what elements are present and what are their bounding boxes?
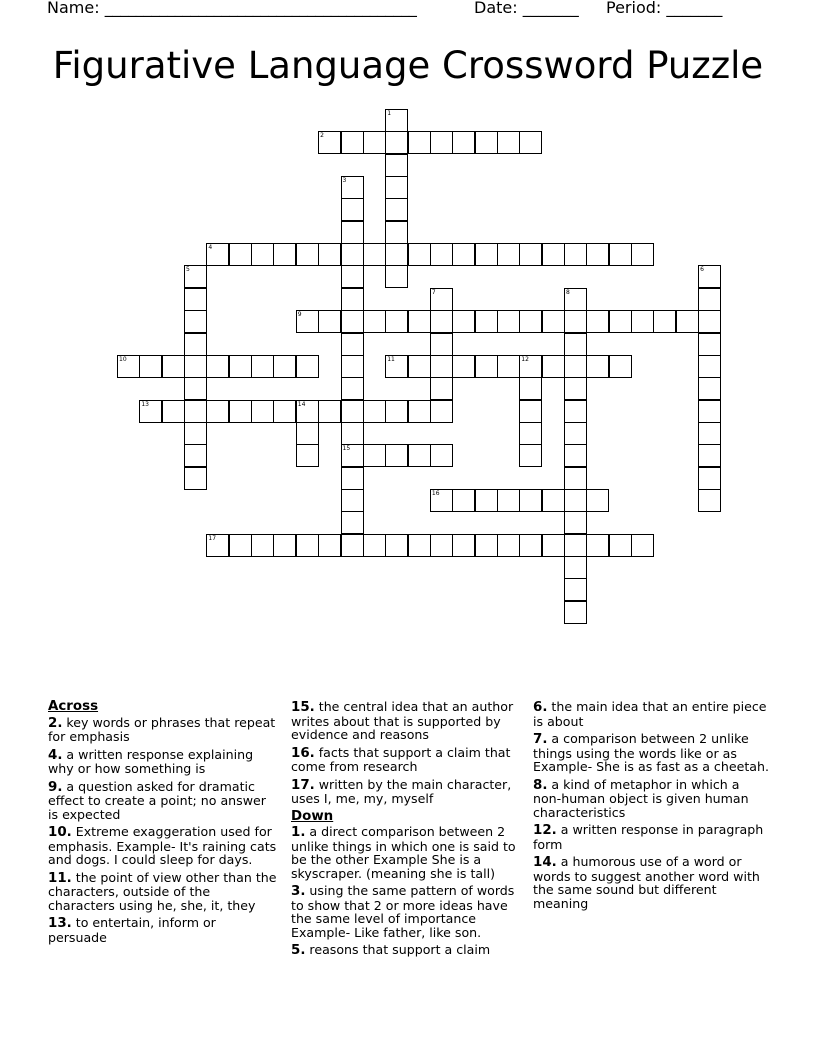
grid-cell[interactable] — [273, 243, 296, 266]
grid-cell[interactable] — [408, 310, 431, 333]
grid-cell[interactable] — [296, 444, 319, 467]
cell-number: 5 — [186, 266, 190, 274]
clue-text: written by the main character, uses I, me, my, myself — [291, 776, 512, 806]
grid-cell[interactable] — [296, 422, 319, 445]
grid-cell[interactable] — [698, 422, 721, 445]
clue-number: 4. — [48, 747, 63, 763]
cell-number: 2 — [320, 132, 324, 140]
grid-cell[interactable] — [408, 355, 431, 378]
grid-cell[interactable] — [363, 131, 386, 154]
grid-cell[interactable] — [631, 534, 654, 557]
clue-across-11 — [48, 871, 278, 913]
grid-cell[interactable] — [564, 534, 587, 557]
grid-cell[interactable] — [162, 400, 185, 423]
grid-cell[interactable] — [609, 355, 632, 378]
grid-cell[interactable] — [564, 578, 587, 601]
grid-cell[interactable] — [341, 265, 364, 288]
grid-cell[interactable] — [631, 310, 654, 333]
grid-cell[interactable] — [385, 243, 408, 266]
clue-text: Extreme exaggeration used for emphasis. Example- It's raining cats and dogs. I could sleep for days. — [48, 824, 277, 867]
grid-cell[interactable] — [452, 355, 475, 378]
grid-cell[interactable] — [564, 288, 587, 311]
clue-number: 14. — [533, 855, 557, 870]
grid-cell[interactable] — [475, 243, 498, 266]
cell-number: 6 — [700, 266, 704, 274]
clue-text: to entertain, inform or persuade — [48, 915, 216, 945]
grid-cell[interactable] — [698, 377, 721, 400]
down-heading: Down — [291, 808, 334, 824]
grid-cell[interactable] — [564, 333, 587, 356]
clue-number: 8. — [533, 777, 548, 793]
grid-cell[interactable] — [184, 444, 207, 467]
clue-number: 6. — [533, 700, 548, 715]
grid-cell[interactable] — [162, 355, 185, 378]
clue-column-2 — [291, 700, 521, 962]
grid-cell[interactable] — [385, 400, 408, 423]
clue-text: the central idea that an author writes about that is supported by evidence and reasons — [291, 699, 514, 742]
grid-cell[interactable] — [475, 534, 498, 557]
grid-cell[interactable] — [430, 489, 453, 512]
grid-cell[interactable] — [475, 355, 498, 378]
grid-cell[interactable] — [698, 265, 721, 288]
cell-number: 16 — [431, 489, 440, 497]
cell-number: 14 — [297, 400, 306, 408]
grid-cell[interactable] — [519, 400, 542, 423]
clue-text: a kind of metaphor in which a non-human object is given human characteristics — [533, 776, 749, 820]
grid-cell[interactable] — [519, 355, 542, 378]
grid-cell[interactable] — [363, 534, 386, 557]
clue-across-15 — [291, 700, 521, 742]
grid-cell[interactable] — [452, 310, 475, 333]
grid-cell[interactable] — [385, 221, 408, 244]
grid-cell[interactable] — [452, 131, 475, 154]
period-label: Period: — [606, 0, 662, 17]
grid-cell[interactable] — [184, 355, 207, 378]
grid-cell[interactable] — [385, 176, 408, 199]
grid-cell[interactable] — [341, 400, 364, 423]
grid-cell[interactable] — [251, 534, 274, 557]
grid-cell[interactable] — [341, 198, 364, 221]
grid-cell[interactable] — [542, 489, 565, 512]
grid-cell[interactable] — [229, 355, 252, 378]
cell-number: 13 — [141, 400, 149, 408]
grid-cell[interactable] — [430, 444, 453, 467]
grid-cell[interactable] — [296, 534, 319, 557]
across-heading: Across — [48, 699, 99, 714]
cell-number: 10 — [119, 355, 127, 363]
grid-cell[interactable] — [341, 467, 364, 490]
clue-number: 15. — [291, 700, 315, 715]
grid-cell[interactable] — [296, 310, 319, 333]
grid-cell[interactable] — [385, 154, 408, 177]
clue-number: 7. — [533, 732, 548, 747]
grid-cell[interactable] — [519, 444, 542, 467]
grid-cell[interactable] — [184, 467, 207, 490]
grid-cell[interactable] — [341, 221, 364, 244]
clue-column-3 — [533, 700, 769, 914]
grid-cell[interactable] — [564, 601, 587, 624]
grid-cell[interactable] — [363, 400, 386, 423]
clue-text: a question asked for dramatic effect to create a point; no answer is expected — [48, 778, 266, 822]
grid-cell[interactable] — [475, 131, 498, 154]
grid-cell[interactable] — [273, 534, 296, 557]
grid-cell[interactable] — [385, 534, 408, 557]
grid-cell[interactable] — [430, 288, 453, 311]
clue-number: 16. — [291, 745, 315, 761]
page-title: Figurative Language Crossword Puzzle — [52, 44, 764, 87]
cell-number: 7 — [431, 288, 436, 296]
grid-cell[interactable] — [251, 400, 274, 423]
grid-cell[interactable] — [296, 243, 319, 266]
grid-cell[interactable] — [408, 444, 431, 467]
grid-cell[interactable] — [564, 467, 587, 490]
clue-down-5 — [291, 943, 521, 958]
grid-cell[interactable] — [408, 534, 431, 557]
grid-cell[interactable] — [631, 243, 654, 266]
grid-cell[interactable] — [653, 310, 676, 333]
grid-cell[interactable] — [385, 310, 408, 333]
grid-cell[interactable] — [609, 534, 632, 557]
clue-number: 1. — [291, 825, 306, 840]
grid-cell[interactable] — [676, 310, 699, 333]
grid-cell[interactable] — [206, 534, 229, 557]
cell-number: 1 — [387, 110, 392, 117]
grid-cell[interactable] — [341, 422, 364, 445]
clue-across-9 — [48, 780, 278, 822]
grid-cell[interactable] — [341, 131, 364, 154]
grid-cell[interactable] — [497, 355, 520, 378]
grid-cell[interactable] — [564, 377, 587, 400]
grid-cell[interactable] — [206, 400, 229, 423]
grid-cell[interactable] — [341, 288, 364, 311]
grid-cell[interactable] — [542, 310, 565, 333]
grid-cell[interactable] — [385, 131, 408, 154]
grid-cell[interactable] — [430, 534, 453, 557]
grid-cell[interactable] — [542, 534, 565, 557]
clue-across-10 — [48, 825, 278, 867]
grid-cell[interactable] — [475, 489, 498, 512]
grid-cell[interactable] — [497, 534, 520, 557]
grid-cell[interactable] — [698, 310, 721, 333]
clue-across-16 — [291, 746, 521, 774]
clue-text: a direct comparison between 2 unlike things in which one is said to be the other Example She is a skyscraper. (meaning she is tall) — [291, 824, 516, 881]
grid-cell[interactable] — [497, 310, 520, 333]
grid-cell[interactable] — [430, 243, 453, 266]
grid-cell[interactable] — [318, 310, 341, 333]
cell-number: 12 — [521, 355, 529, 363]
clue-down-6 — [533, 700, 769, 728]
clue-down-12 — [533, 823, 769, 851]
clue-text: a comparison between 2 unlike things using the words like or as Example- She is as fast as a cheetah. — [533, 731, 769, 774]
grid-cell[interactable] — [206, 355, 229, 378]
grid-cell[interactable] — [430, 333, 453, 356]
clue-number: 5. — [291, 943, 306, 958]
grid-cell[interactable] — [475, 310, 498, 333]
grid-cell[interactable] — [273, 400, 296, 423]
cell-number: 11 — [387, 355, 395, 363]
grid-cell[interactable] — [698, 288, 721, 311]
grid-cell[interactable] — [341, 489, 364, 512]
cell-number: 8 — [566, 288, 570, 296]
grid-cell[interactable] — [318, 243, 341, 266]
clue-text: a written response in paragraph form — [533, 822, 764, 852]
grid-cell[interactable] — [430, 377, 453, 400]
clue-down-14 — [533, 855, 769, 910]
grid-cell[interactable] — [564, 355, 587, 378]
grid-cell[interactable] — [363, 444, 386, 467]
grid-cell[interactable] — [452, 534, 475, 557]
grid-cell[interactable] — [385, 355, 408, 378]
clue-text: a written response explaining why or how something is — [48, 746, 254, 776]
grid-cell[interactable] — [519, 377, 542, 400]
clue-text: reasons that support a claim — [309, 942, 491, 957]
cell-number: 17 — [208, 534, 217, 542]
grid-cell[interactable] — [519, 131, 542, 154]
clue-number: 9. — [48, 779, 63, 795]
clue-down-8 — [533, 778, 769, 820]
date-blank[interactable]: _______ — [522, 0, 579, 17]
clue-text: a humorous use of a word or words to suggest another word with the same sound but different meaning — [533, 854, 760, 911]
grid-cell[interactable] — [698, 467, 721, 490]
grid-cell[interactable] — [408, 243, 431, 266]
grid-cell[interactable] — [430, 131, 453, 154]
grid-cell[interactable] — [296, 400, 319, 423]
grid-cell[interactable] — [564, 511, 587, 534]
clue-text: facts that support a claim that come from research — [291, 744, 511, 774]
grid-cell[interactable] — [430, 355, 453, 378]
clue-down-3 — [291, 884, 521, 939]
grid-cell[interactable] — [296, 355, 319, 378]
clue-text: key words or phrases that repeat for emphasis — [48, 714, 276, 744]
grid-cell[interactable] — [184, 288, 207, 311]
grid-cell[interactable] — [318, 131, 341, 154]
grid-cell[interactable] — [229, 243, 252, 266]
cell-number: 15 — [342, 445, 351, 453]
grid-cell[interactable] — [698, 489, 721, 512]
grid-cell[interactable] — [497, 489, 520, 512]
grid-cell[interactable] — [564, 489, 587, 512]
grid-cell[interactable] — [385, 109, 408, 132]
grid-cell[interactable] — [341, 355, 364, 378]
date-label: Date: — [474, 0, 518, 17]
grid-cell[interactable] — [341, 511, 364, 534]
grid-cell[interactable] — [497, 131, 520, 154]
grid-cell[interactable] — [139, 400, 162, 423]
grid-cell[interactable] — [363, 310, 386, 333]
grid-cell[interactable] — [564, 310, 587, 333]
grid-cell[interactable] — [609, 310, 632, 333]
grid-cell[interactable] — [564, 243, 587, 266]
grid-cell[interactable] — [117, 355, 140, 378]
grid-cell[interactable] — [408, 131, 431, 154]
grid-cell[interactable] — [586, 310, 609, 333]
grid-cell[interactable] — [341, 176, 364, 199]
grid-cell[interactable] — [542, 355, 565, 378]
grid-cell[interactable] — [698, 333, 721, 356]
grid-cell[interactable] — [586, 243, 609, 266]
clue-down-7 — [533, 732, 769, 774]
grid-cell[interactable] — [273, 355, 296, 378]
grid-cell[interactable] — [698, 355, 721, 378]
grid-cell[interactable] — [341, 243, 364, 266]
grid-cell[interactable] — [184, 265, 207, 288]
cell-number: 4 — [208, 244, 213, 252]
clue-across-13 — [48, 916, 278, 944]
grid-cell[interactable] — [430, 310, 453, 333]
grid-cell[interactable] — [385, 198, 408, 221]
grid-cell[interactable] — [229, 400, 252, 423]
grid-cell[interactable] — [318, 400, 341, 423]
grid-cell[interactable] — [229, 534, 252, 557]
clue-text: using the same pattern of words to show that 2 or more ideas have the same level of importance Example- Like father, like son. — [291, 883, 515, 940]
grid-cell[interactable] — [519, 422, 542, 445]
clue-text: the main idea that an entire piece is about — [533, 699, 767, 729]
clue-number: 11. — [48, 870, 72, 886]
grid-cell[interactable] — [184, 422, 207, 445]
name-blank[interactable]: ________________________________________ — [104, 0, 417, 17]
grid-cell[interactable] — [251, 355, 274, 378]
clue-column-1 — [48, 700, 278, 948]
clue-across-2 — [48, 716, 278, 744]
clue-across-4 — [48, 748, 278, 776]
clue-number: 12. — [533, 823, 557, 838]
clue-down-1 — [291, 825, 521, 880]
name-label: Name: — [47, 0, 100, 17]
grid-cell[interactable] — [564, 400, 587, 423]
clue-number: 17. — [291, 777, 315, 793]
grid-cell[interactable] — [519, 534, 542, 557]
grid-cell[interactable] — [452, 489, 475, 512]
grid-cell[interactable] — [184, 310, 207, 333]
grid-cell[interactable] — [542, 243, 565, 266]
clue-across-17 — [291, 778, 521, 806]
grid-cell[interactable] — [341, 310, 364, 333]
grid-cell[interactable] — [519, 489, 542, 512]
period-blank[interactable]: _______ — [666, 0, 723, 17]
grid-cell[interactable] — [184, 377, 207, 400]
grid-cell[interactable] — [452, 243, 475, 266]
grid-cell[interactable] — [564, 444, 587, 467]
grid-cell[interactable] — [698, 444, 721, 467]
grid-cell[interactable] — [341, 444, 364, 467]
cell-number: 9 — [297, 311, 302, 319]
grid-cell[interactable] — [564, 556, 587, 579]
grid-cell[interactable] — [586, 355, 609, 378]
grid-cell[interactable] — [318, 534, 341, 557]
grid-cell[interactable] — [609, 243, 632, 266]
grid-cell[interactable] — [385, 444, 408, 467]
grid-cell[interactable] — [184, 333, 207, 356]
grid-cell[interactable] — [206, 243, 229, 266]
grid-cell[interactable] — [519, 310, 542, 333]
grid-cell[interactable] — [385, 265, 408, 288]
grid-cell[interactable] — [586, 489, 609, 512]
clue-number: 13. — [48, 916, 72, 931]
grid-cell[interactable] — [519, 243, 542, 266]
grid-cell[interactable] — [363, 243, 386, 266]
clue-text: the point of view other than the characters, outside of the characters using he, she, it, they — [48, 869, 277, 913]
grid-cell[interactable] — [497, 243, 520, 266]
grid-cell[interactable] — [408, 400, 431, 423]
grid-cell[interactable] — [341, 333, 364, 356]
grid-cell[interactable] — [698, 400, 721, 423]
grid-cell[interactable] — [184, 400, 207, 423]
grid-cell[interactable] — [341, 534, 364, 557]
grid-cell[interactable] — [430, 400, 453, 423]
clue-number: 2. — [48, 715, 63, 731]
grid-cell[interactable] — [251, 243, 274, 266]
clue-number: 3. — [291, 884, 306, 899]
grid-cell[interactable] — [586, 534, 609, 557]
grid-cell[interactable] — [341, 377, 364, 400]
grid-cell[interactable] — [139, 355, 162, 378]
cell-number: 3 — [342, 177, 347, 185]
clue-number: 10. — [48, 825, 72, 840]
grid-cell[interactable] — [564, 422, 587, 445]
